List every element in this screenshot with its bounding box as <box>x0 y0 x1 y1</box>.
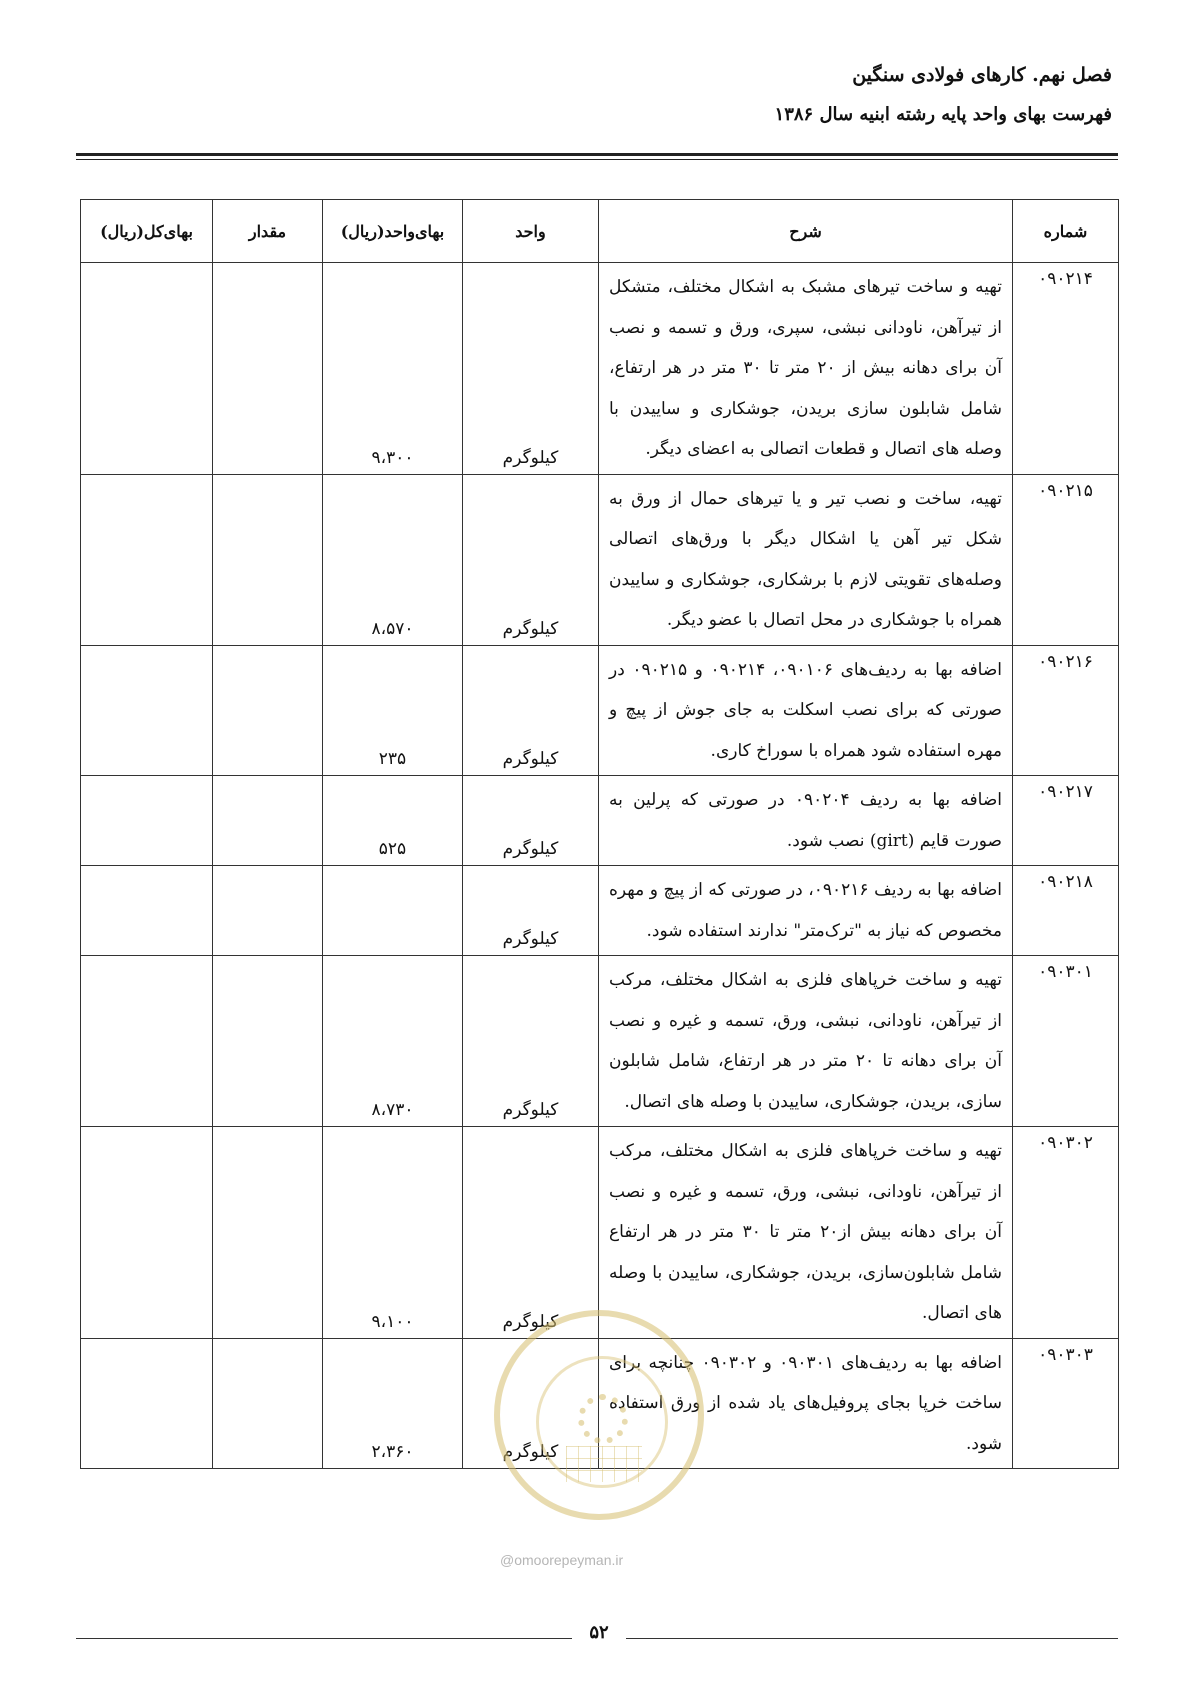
row-unit-price: ۸،۵۷۰ <box>323 474 463 645</box>
row-unit: کیلوگرم <box>463 1127 599 1339</box>
row-number: ۰۹۰۲۱۴ <box>1013 263 1119 475</box>
row-unit: کیلوگرم <box>463 956 599 1127</box>
row-number: ۰۹۰۲۱۷ <box>1013 776 1119 866</box>
row-unit-price: ۲،۳۶۰ <box>323 1338 463 1469</box>
row-quantity <box>213 474 323 645</box>
footer-rule-right <box>626 1638 1118 1639</box>
row-number: ۰۹۰۲۱۸ <box>1013 866 1119 956</box>
table-header-row <box>81 200 1119 263</box>
row-unit: کیلوگرم <box>463 474 599 645</box>
table-row <box>81 866 1119 956</box>
row-description: تهیه و ساخت تیرهای مشبک به اشکال مختلف، متشکل از تیرآهن، ناودانی نبشی، سپری، ورق و تسمه و نصب آن برای دهانه بیش از ۲۰ متر تا ۳۰ متر در هر ارتفاع، شامل شابلون سازی بریدن، جوشکاری و ساییدن با وصله های اتصال و قطعات اتصالی به اعضای دیگر. <box>599 263 1013 475</box>
row-unit: کیلوگرم <box>463 866 599 956</box>
row-quantity <box>213 645 323 776</box>
row-description: تهیه و ساخت خرپاهای فلزی به اشکال مختلف، مرکب از تیرآهن، ناودانی، نبشی، ورق، تسمه و غیره و نصب آن برای دهانه تا ۲۰ متر در هر ارتفاع، شامل شابلون سازی، بریدن، جوشکاری، ساییدن با وصله های اتصال. <box>599 956 1013 1127</box>
row-number: ۰۹۰۲۱۵ <box>1013 474 1119 645</box>
row-total-price <box>81 776 213 866</box>
row-unit: کیلوگرم <box>463 1338 599 1469</box>
row-unit-price: ۹،۳۰۰ <box>323 263 463 475</box>
table-row <box>81 474 1119 645</box>
table-row <box>81 645 1119 776</box>
row-quantity <box>213 956 323 1127</box>
col-description-header: شرح <box>599 200 1013 263</box>
col-total-price-header: بهای‌کل(ریال) <box>81 200 213 263</box>
row-quantity <box>213 1127 323 1339</box>
row-unit-price: ۵۲۵ <box>323 776 463 866</box>
col-unit-price-header: بهای‌واحد(ریال) <box>323 200 463 263</box>
watermark-text: @omoorepeyman.ir <box>500 1552 624 1568</box>
price-list-title: فهرست بهای واحد پایه رشته ابنیه سال ۱۳۸۶ <box>774 104 1112 125</box>
row-number: ۰۹۰۳۰۱ <box>1013 956 1119 1127</box>
row-unit: کیلوگرم <box>463 645 599 776</box>
row-unit-price <box>323 866 463 956</box>
row-number: ۰۹۰۳۰۲ <box>1013 1127 1119 1339</box>
row-unit-price: ۲۳۵ <box>323 645 463 776</box>
price-table <box>80 199 1119 1469</box>
row-total-price <box>81 474 213 645</box>
row-total-price <box>81 1338 213 1469</box>
row-description: تهیه، ساخت و نصب تیر و یا تیرهای حمال از ورق به شکل تیر آهن یا اشکال دیگر با ورق‌های اتصالی وصله‌های تقویتی لازم با برشکاری، جوشکاری و ساییدن همراه با جوشکاری در محل اتصال با عضو دیگر. <box>599 474 1013 645</box>
table-row <box>81 1338 1119 1469</box>
col-number-header: شماره <box>1013 200 1119 263</box>
row-quantity <box>213 1338 323 1469</box>
row-total-price <box>81 1127 213 1339</box>
row-unit: کیلوگرم <box>463 776 599 866</box>
page-number: ۵۲ <box>589 1622 609 1643</box>
table-row <box>81 1127 1119 1339</box>
row-quantity <box>213 866 323 956</box>
col-unit-header: واحد <box>463 200 599 263</box>
row-total-price <box>81 645 213 776</box>
row-number: ۰۹۰۳۰۳ <box>1013 1338 1119 1469</box>
row-description: اضافه بها به ردیف ۰۹۰۲۱۶، در صورتی که از پیچ و مهره مخصوص که نیاز به "ترک‌متر" ندارند استفاده شود. <box>599 866 1013 956</box>
table-row <box>81 776 1119 866</box>
row-unit-price: ۸،۷۳۰ <box>323 956 463 1127</box>
row-total-price <box>81 263 213 475</box>
row-description: اضافه بها به ردیف‌های ۰۹۰۳۰۱ و ۰۹۰۳۰۲ چنانچه برای ساخت خرپا بجای پروفیل‌های یاد شده از ورق استفاده شود. <box>599 1338 1013 1469</box>
row-total-price <box>81 956 213 1127</box>
header-rule-thick <box>76 153 1118 156</box>
row-unit: کیلوگرم <box>463 263 599 475</box>
row-description: اضافه بها به ردیف‌های ۰۹۰۱۰۶، ۰۹۰۲۱۴ و ۰۹۰۲۱۵ در صورتی که برای نصب اسکلت به جای جوش از پیچ و مهره استفاده شود همراه با سوراخ کاری. <box>599 645 1013 776</box>
col-quantity-header: مقدار <box>213 200 323 263</box>
row-description: اضافه بها به ردیف ۰۹۰۲۰۴ در صورتی که پرلین به صورت قایم (girt) نصب شود. <box>599 776 1013 866</box>
row-number: ۰۹۰۲۱۶ <box>1013 645 1119 776</box>
chapter-title: فصل نهم. کارهای فولادی سنگین <box>852 64 1112 86</box>
header-rule-thin <box>76 159 1118 160</box>
table-row <box>81 263 1119 475</box>
table-row <box>81 956 1119 1127</box>
footer-rule-left <box>76 1638 572 1639</box>
row-unit-price: ۹،۱۰۰ <box>323 1127 463 1339</box>
row-quantity <box>213 776 323 866</box>
row-total-price <box>81 866 213 956</box>
row-description: تهیه و ساخت خرپاهای فلزی به اشکال مختلف، مرکب از تیرآهن، ناودانی، نبشی، ورق، تسمه و غیره و نصب آن برای دهانه بیش از۲۰ متر تا ۳۰ متر در هر ارتفاع شامل شابلون‌سازی، بریدن، جوشکاری، ساییدن با وصله های اتصال. <box>599 1127 1013 1339</box>
row-quantity <box>213 263 323 475</box>
page-header <box>775 60 1112 130</box>
